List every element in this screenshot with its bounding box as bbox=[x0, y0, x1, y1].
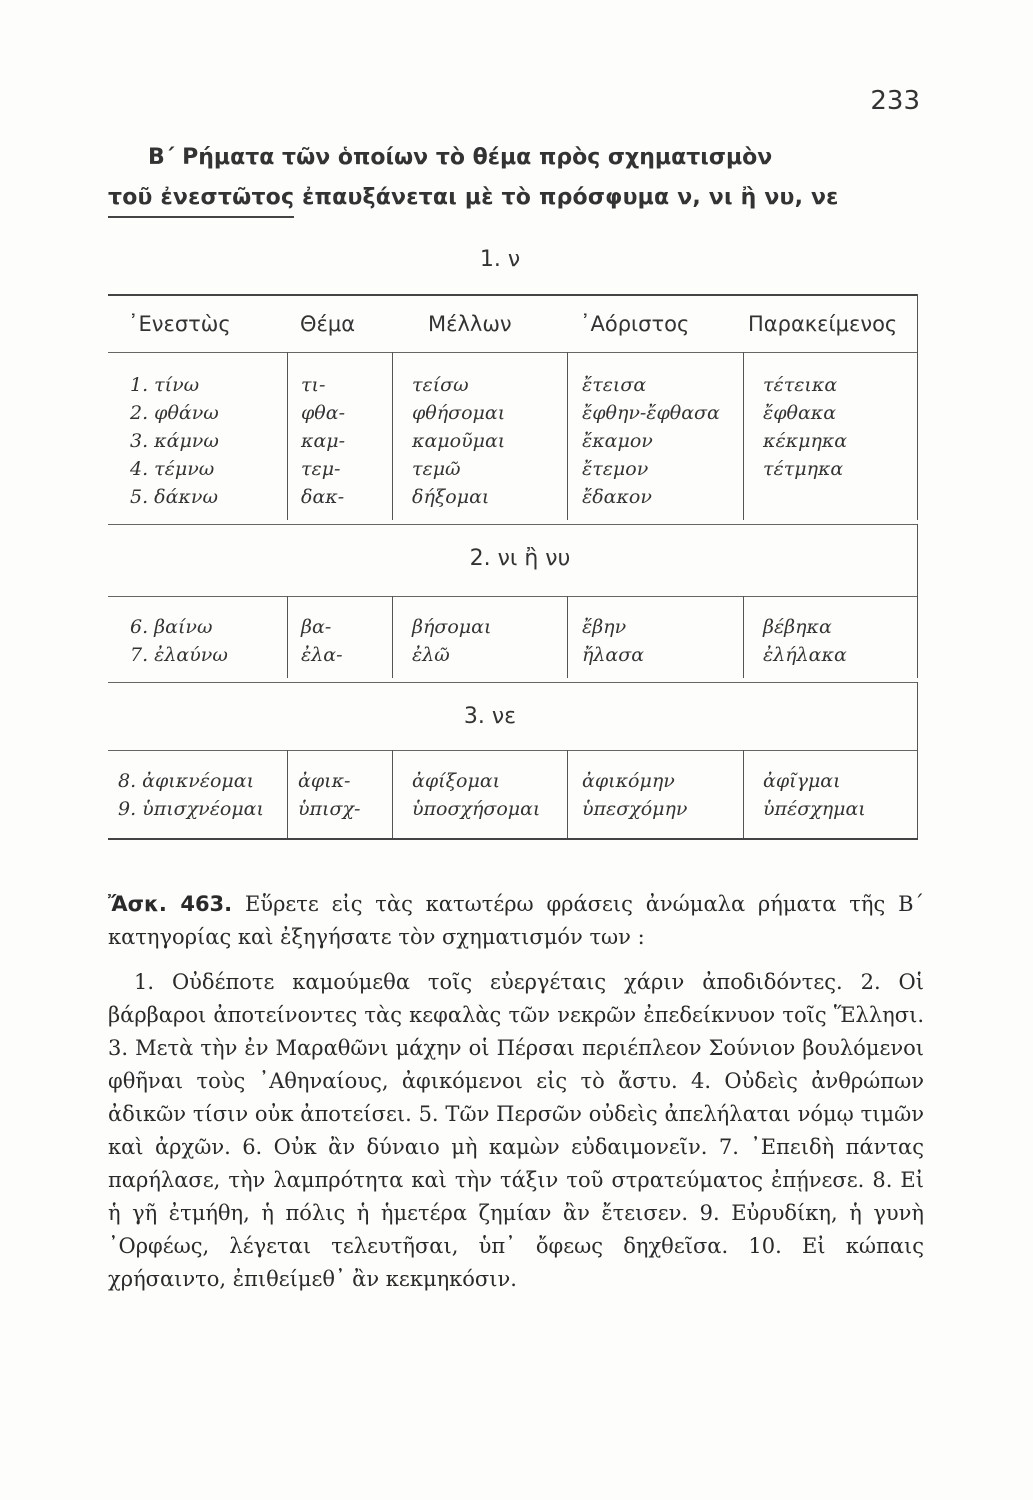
column-header-perfect: Παρακείμενος bbox=[748, 312, 898, 336]
cell-perfect: τέτεικα bbox=[763, 374, 838, 396]
col-divider-3a bbox=[567, 352, 568, 520]
cell-aorist: ἔκαμον bbox=[582, 430, 653, 452]
cell-future: τείσω bbox=[412, 374, 469, 396]
cell-aorist: ἀφικόμην bbox=[582, 770, 675, 792]
header-rule bbox=[108, 352, 918, 353]
table-right-edge-b bbox=[917, 524, 918, 678]
col-divider-4c bbox=[743, 750, 744, 838]
cell-present: 7. ἐλαύνω bbox=[130, 644, 228, 666]
cell-aorist: ἤλασα bbox=[582, 644, 645, 666]
exercise-instruction bbox=[108, 888, 924, 954]
col-divider-3b bbox=[567, 596, 568, 678]
cell-aorist: ἔβην bbox=[582, 616, 627, 638]
cell-aorist: ἔδακον bbox=[582, 486, 652, 508]
cell-future: ἐλῶ bbox=[412, 644, 450, 666]
cell-perfect: βέβηκα bbox=[763, 616, 832, 638]
cell-stem: ὑπισχ- bbox=[298, 798, 361, 820]
col-divider-1a bbox=[287, 352, 288, 520]
section-label-1: 1. ν bbox=[479, 247, 521, 272]
cell-perfect: ὑπέσχημαι bbox=[763, 798, 866, 820]
col-divider-2a bbox=[392, 352, 393, 520]
col-divider-2c bbox=[392, 750, 393, 838]
col-divider-3c bbox=[567, 750, 568, 838]
cell-stem: ἀφικ- bbox=[298, 770, 351, 792]
cell-stem: δακ- bbox=[301, 486, 345, 508]
col-divider-4a bbox=[743, 352, 744, 520]
exercise-label: Ἄσκ. 463. bbox=[108, 892, 233, 916]
column-header-aorist: ᾿Αόριστος bbox=[580, 312, 690, 336]
section-rule-2-bottom bbox=[108, 596, 918, 597]
exercise-sentences bbox=[108, 966, 924, 1296]
cell-future: δήξομαι bbox=[412, 486, 490, 508]
col-divider-1b bbox=[287, 596, 288, 678]
cell-future: βήσομαι bbox=[412, 616, 492, 638]
table-top-rule bbox=[108, 294, 918, 296]
cell-perfect: κέκμηκα bbox=[763, 430, 848, 452]
heading-underlined-term: τοῦ ἐνεστῶτος bbox=[108, 185, 294, 218]
col-divider-4b bbox=[743, 596, 744, 678]
cell-stem: ἐλα- bbox=[301, 644, 343, 666]
page-number: 233 bbox=[870, 86, 920, 116]
cell-perfect: τέτμηκα bbox=[763, 458, 844, 480]
exercise-instruction-text: Εὕρετε εἰς τὰς κατωτέρω φράσεις ἀνώμαλα ρήματα τῆς Β΄ κατηγορίας καὶ ἐξηγήσατε τὸν σχηματισμόν των : bbox=[108, 892, 925, 949]
cell-future: τεμῶ bbox=[412, 458, 461, 480]
cell-stem: βα- bbox=[301, 616, 332, 638]
cell-aorist: ἔφθην-ἔφθασα bbox=[582, 402, 720, 424]
table-bottom-rule bbox=[108, 838, 918, 840]
cell-aorist: ὑπεσχόμην bbox=[582, 798, 688, 820]
cell-aorist: ἔτεισα bbox=[582, 374, 647, 396]
cell-stem: φθα- bbox=[301, 402, 345, 424]
cell-perfect: ἐλήλακα bbox=[763, 644, 847, 666]
cell-future: φθήσομαι bbox=[412, 402, 506, 424]
cell-present: 9. ὑπισχνέομαι bbox=[118, 798, 264, 820]
section-rule-3-bottom bbox=[108, 750, 918, 751]
cell-present: 4. τέμνω bbox=[130, 458, 215, 480]
section-rule-3-top bbox=[108, 682, 918, 683]
cell-stem: τι- bbox=[301, 374, 326, 396]
section-heading-line1: Β΄ Ρήματα τῶν ὁποίων τὸ θέμα πρὸς σχηματισμὸν bbox=[148, 145, 773, 170]
cell-future: ὑποσχήσομαι bbox=[412, 798, 541, 820]
cell-stem: τεμ- bbox=[301, 458, 341, 480]
section-label-2: 2. νι ἢ νυ bbox=[469, 546, 571, 571]
exercise-body-text: 1. Οὐδέποτε καμούμεθα τοῖς εὐεργέταις χάριν ἀποδιδόντες. 2. Οἱ βάρβαροι ἀποτείνοντες τὰς κεφαλὰς τῶν νεκρῶν ἐπεδείκνυον τοῖς Ἕλλησι. 3. Μετὰ τὴν ἐν Μαραθῶνι μάχην οἱ Πέρσαι περιέπλεον Σούνιον βουλόμενοι φθῆναι τοὺς ᾿Αθηναίους, ἀφικόμενοι εἰς τὸ ἄστυ. 4. Οὐδεὶς ἀνθρώπων ἀδικῶν τίσιν οὐκ ἀποτείσει. 5. Τῶν Περσῶν οὐδεὶς ἀπελήλαται νόμῳ τιμῶν καὶ ἀρχῶν. 6. Οὐκ ἂν δύναιο μὴ καμὼν εὐδαιμονεῖν. 7. ᾿Επειδὴ πάντας παρήλασε, τὴν λαμπρότητα καὶ τὴν τάξιν τοῦ στρατεύματος ἐπῄνεσε. 8. Εἰ ἡ γῆ ἐτμήθη, ἡ πόλις ἡ ἡμετέρα ζημίαν ἂν ἔτεισεν. 9. Εὐρυδίκη, ἡ γυνὴ ᾿Ορφέως, λέγεται τελευτῆσαι, ὑπ᾿ ὄφεως δηχθεῖσα. 10. Εἰ κώπαις χρήσαιντο, ἐπιθείμεθ᾿ ἂν κεκμηκόσιν. bbox=[108, 970, 924, 1291]
table-right-edge bbox=[917, 294, 918, 352]
cell-future: καμοῦμαι bbox=[412, 430, 506, 452]
cell-perfect: ἔφθακα bbox=[763, 402, 837, 424]
cell-aorist: ἔτεμον bbox=[582, 458, 649, 480]
cell-perfect: ἀφῖγμαι bbox=[763, 770, 841, 792]
section-heading-line2 bbox=[108, 185, 948, 210]
cell-present: 1. τίνω bbox=[130, 374, 200, 396]
column-header-present: ᾿Ενεστὼς bbox=[128, 312, 231, 336]
cell-present: 2. φθάνω bbox=[130, 402, 219, 424]
section-label-3: 3. νε bbox=[463, 704, 517, 729]
table-right-edge-c bbox=[917, 682, 918, 838]
cell-present: 8. ἀφικνέομαι bbox=[118, 770, 255, 792]
cell-present: 5. δάκνω bbox=[130, 486, 218, 508]
heading-line2-rest: ἐπαυξάνεται μὲ τὸ πρόσφυμα ν, νι ἢ νυ, νε bbox=[294, 185, 839, 210]
cell-future: ἀφίξομαι bbox=[412, 770, 501, 792]
cell-present: 6. βαίνω bbox=[130, 616, 213, 638]
column-header-future: Μέλλων bbox=[428, 312, 512, 336]
col-divider-1c bbox=[287, 750, 288, 838]
table-right-edge-a bbox=[917, 352, 918, 520]
column-header-stem: Θέμα bbox=[300, 312, 356, 336]
cell-stem: καμ- bbox=[301, 430, 346, 452]
cell-present: 3. κάμνω bbox=[130, 430, 219, 452]
col-divider-2b bbox=[392, 596, 393, 678]
section-rule-2-top bbox=[108, 524, 918, 525]
